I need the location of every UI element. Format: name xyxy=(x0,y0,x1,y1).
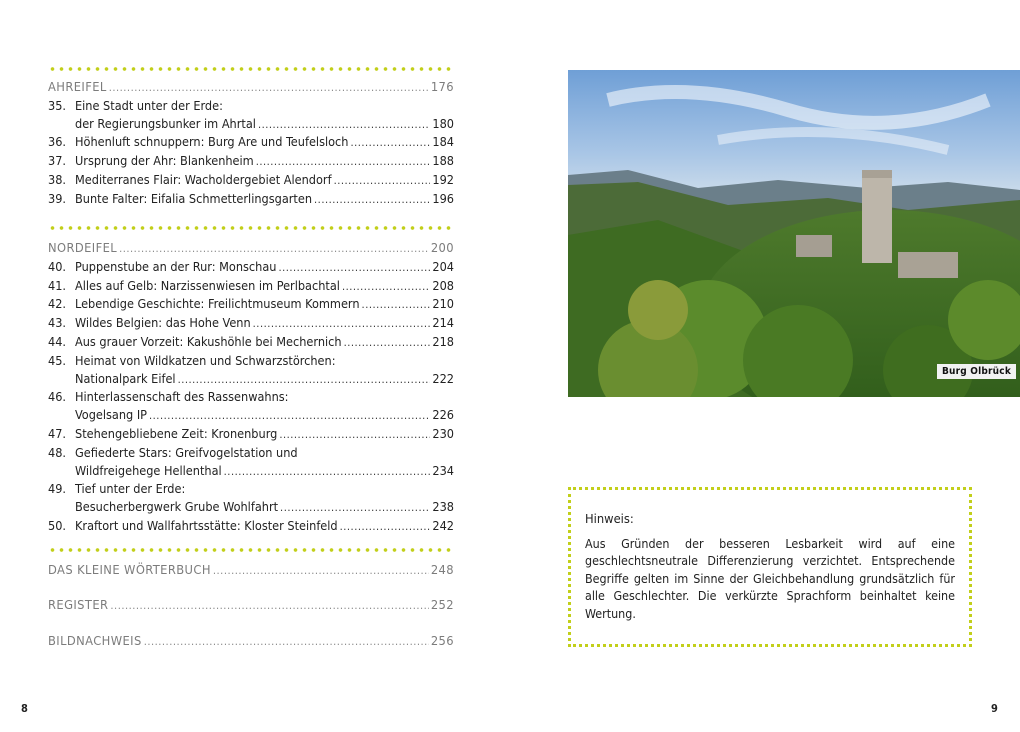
toc-entry-number: 47. xyxy=(48,425,67,441)
toc-entry[interactable] xyxy=(48,425,454,444)
toc-appendix xyxy=(48,562,454,580)
dot-leader xyxy=(178,371,431,389)
dot-leader xyxy=(256,153,431,171)
toc-entry-number: 43. xyxy=(48,315,67,331)
dot-leader xyxy=(340,518,431,536)
toc-entry-title: Tief unter der Erde: xyxy=(75,481,186,497)
page-number-left: 8 xyxy=(21,702,28,715)
dot-leader xyxy=(149,407,430,425)
toc-page: 256 xyxy=(430,634,454,649)
toc-entry[interactable] xyxy=(48,480,454,498)
toc-section-nordeifel[interactable] xyxy=(48,240,454,258)
dotted-divider-appendix xyxy=(48,547,454,553)
toc-entry-title: Mediterranes Flair: Wacholdergebiet Alendorf xyxy=(75,171,332,187)
toc-entry-number: 45. xyxy=(48,352,67,368)
toc-entry-title: Hinterlassenschaft des Rassenwahns: xyxy=(75,389,289,405)
toc-entry-number: 42. xyxy=(48,296,67,312)
toc-entry[interactable] xyxy=(48,388,454,406)
dotted-divider-nordeifel xyxy=(48,225,454,231)
toc-entry-number: 46. xyxy=(48,389,67,405)
toc-entry[interactable] xyxy=(48,517,454,536)
toc-entry[interactable] xyxy=(48,352,454,370)
dot-leader xyxy=(314,191,430,209)
dot-leader xyxy=(213,562,429,580)
toc-page: 226 xyxy=(432,407,454,423)
dot-leader xyxy=(350,134,430,152)
toc-section-woerterbuch[interactable] xyxy=(48,562,454,580)
toc-page: 252 xyxy=(430,598,454,613)
castle-building xyxy=(898,252,958,278)
toc-page: 218 xyxy=(432,333,454,349)
toc-ahreifel xyxy=(48,79,454,209)
dot-leader xyxy=(344,334,431,352)
toc-page: 222 xyxy=(432,370,454,386)
toc-entry[interactable] xyxy=(48,314,454,333)
dot-leader xyxy=(253,315,431,333)
dot-leader xyxy=(334,172,431,190)
toc-entry-title: Alles auf Gelb: Narzissenwiesen im Perlbachtal xyxy=(75,277,340,293)
toc-entry-title: Gefiederte Stars: Greifvogelstation und xyxy=(75,444,298,460)
toc-entry-title: Ursprung der Ahr: Blankenheim xyxy=(75,153,254,169)
toc-section-register[interactable] xyxy=(48,597,454,615)
toc-section-bildnachweis[interactable] xyxy=(48,633,454,651)
toc-entry-continuation[interactable] xyxy=(48,498,454,517)
toc-entry-title: Wildes Belgien: das Hohe Venn xyxy=(75,315,251,331)
toc-entry-title: Lebendige Geschichte: Freilichtmuseum Kommern xyxy=(75,296,360,312)
toc-page: 184 xyxy=(432,134,454,150)
toc-entry[interactable] xyxy=(48,152,454,171)
toc-page: 188 xyxy=(432,153,454,169)
toc-entry-number: 37. xyxy=(48,153,67,169)
castle-ruin-wall xyxy=(796,235,832,257)
toc-entry-title: Kraftort und Wallfahrtsstätte: Kloster Steinfeld xyxy=(75,517,338,533)
toc-page: 208 xyxy=(432,277,454,293)
dot-leader xyxy=(362,296,431,314)
toc-page: 234 xyxy=(432,462,454,478)
toc-page: 196 xyxy=(432,190,454,206)
toc-entry-number: 40. xyxy=(48,258,67,274)
toc-entry-title: der Regierungsbunker im Ahrtal xyxy=(75,115,256,131)
dot-leader xyxy=(224,463,431,481)
toc-section-title: BILDNACHWEIS xyxy=(48,634,142,649)
toc-section-title: REGISTER xyxy=(48,598,109,613)
toc-entry-title: Aus grauer Vorzeit: Kakushöhle bei Mechernich xyxy=(75,333,342,349)
toc-section-ahreifel[interactable] xyxy=(48,79,454,97)
toc-entry[interactable] xyxy=(48,333,454,352)
toc-entry[interactable] xyxy=(48,133,454,152)
toc-entry-number: 44. xyxy=(48,333,67,349)
toc-entry-number: 48. xyxy=(48,444,67,460)
dotted-divider-top xyxy=(48,66,454,72)
toc-entry-number: 41. xyxy=(48,277,67,293)
toc-entry-title: Puppenstube an der Rur: Monschau xyxy=(75,258,277,274)
toc-entry-title: Heimat von Wildkatzen und Schwarzstörchen: xyxy=(75,352,336,368)
note-heading: Hinweis: xyxy=(585,512,634,527)
dot-leader xyxy=(342,278,430,296)
castle-photo xyxy=(568,70,1020,397)
toc-entry[interactable] xyxy=(48,444,454,462)
toc-page: 200 xyxy=(430,241,454,256)
toc-page: 180 xyxy=(432,115,454,131)
toc-nordeifel xyxy=(48,240,454,536)
toc-entry[interactable] xyxy=(48,190,454,209)
toc-entry-title: Besucherbergwerk Grube Wohlfahrt xyxy=(75,499,279,515)
note-text: Aus Gründen der besseren Lesbarkeit wird auf eine geschlechtsneutrale Differenzierung verzichtet. Entsprechende Begriffe gelten im Sinne der Gleichbehandlung grundsätzlich für alle Geschlechter. Die verkürzte Sprachform beinhaltet keine Wertung. xyxy=(585,536,955,621)
dot-leader xyxy=(280,499,430,517)
dot-leader xyxy=(110,597,428,615)
toc-entry-title: Nationalpark Eifel xyxy=(75,370,176,386)
toc-entry-title: Wildfreigehege Hellenthal xyxy=(75,462,222,478)
dot-leader xyxy=(144,633,429,651)
toc-entry-number: 39. xyxy=(48,190,67,206)
toc-entry-number: 49. xyxy=(48,481,67,497)
toc-entry[interactable] xyxy=(48,171,454,190)
toc-page: 242 xyxy=(432,517,454,533)
toc-entry[interactable] xyxy=(48,295,454,314)
toc-entry[interactable] xyxy=(48,97,454,115)
toc-page: 230 xyxy=(432,425,454,441)
toc-entry-title: Vogelsang IP xyxy=(75,407,148,423)
toc-entry-number: 36. xyxy=(48,134,67,150)
toc-page: 210 xyxy=(432,296,454,312)
tower-battlement xyxy=(862,170,892,178)
note-box xyxy=(568,487,972,647)
toc-section-title: NORDEIFEL xyxy=(48,241,118,256)
castle-tower xyxy=(862,175,892,263)
toc-appendix-bildnachweis xyxy=(48,633,454,651)
dot-leader xyxy=(119,240,429,258)
toc-appendix-register xyxy=(48,597,454,615)
toc-page: 238 xyxy=(432,499,454,515)
toc-entry-number: 50. xyxy=(48,517,67,533)
toc-entry-title: Stehengebliebene Zeit: Kronenburg xyxy=(75,425,278,441)
toc-page: 204 xyxy=(432,258,454,274)
photo-caption: Burg Olbrück xyxy=(937,364,1016,379)
toc-entry-continuation[interactable] xyxy=(48,462,454,481)
toc-entry-number: 35. xyxy=(48,97,67,113)
tree-canopy xyxy=(628,280,688,340)
toc-section-title: DAS KLEINE WÖRTERBUCH xyxy=(48,563,211,578)
toc-page: 176 xyxy=(430,80,454,95)
dot-leader xyxy=(278,259,430,277)
toc-entry-title: Höhenluft schnuppern: Burg Are und Teufelsloch xyxy=(75,134,349,150)
dot-leader xyxy=(109,79,429,97)
toc-page: 248 xyxy=(430,563,454,578)
toc-page: 214 xyxy=(432,315,454,331)
castle-landscape-image xyxy=(568,70,1020,397)
dot-leader xyxy=(258,116,430,134)
toc-section-title: AHREIFEL xyxy=(48,80,107,95)
toc-entry-number: 38. xyxy=(48,171,67,187)
toc-entry-title: Bunte Falter: Eifalia Schmetterlingsgarten xyxy=(75,190,313,206)
toc-entry[interactable] xyxy=(48,258,454,277)
toc-entry-continuation[interactable] xyxy=(48,370,454,389)
toc-entry[interactable] xyxy=(48,277,454,296)
dot-leader xyxy=(279,426,430,444)
page-number-right: 9 xyxy=(991,702,998,715)
toc-entry-title: Eine Stadt unter der Erde: xyxy=(75,97,223,113)
toc-entry-continuation[interactable] xyxy=(48,115,454,134)
toc-entry-continuation[interactable] xyxy=(48,406,454,425)
toc-page: 192 xyxy=(432,171,454,187)
